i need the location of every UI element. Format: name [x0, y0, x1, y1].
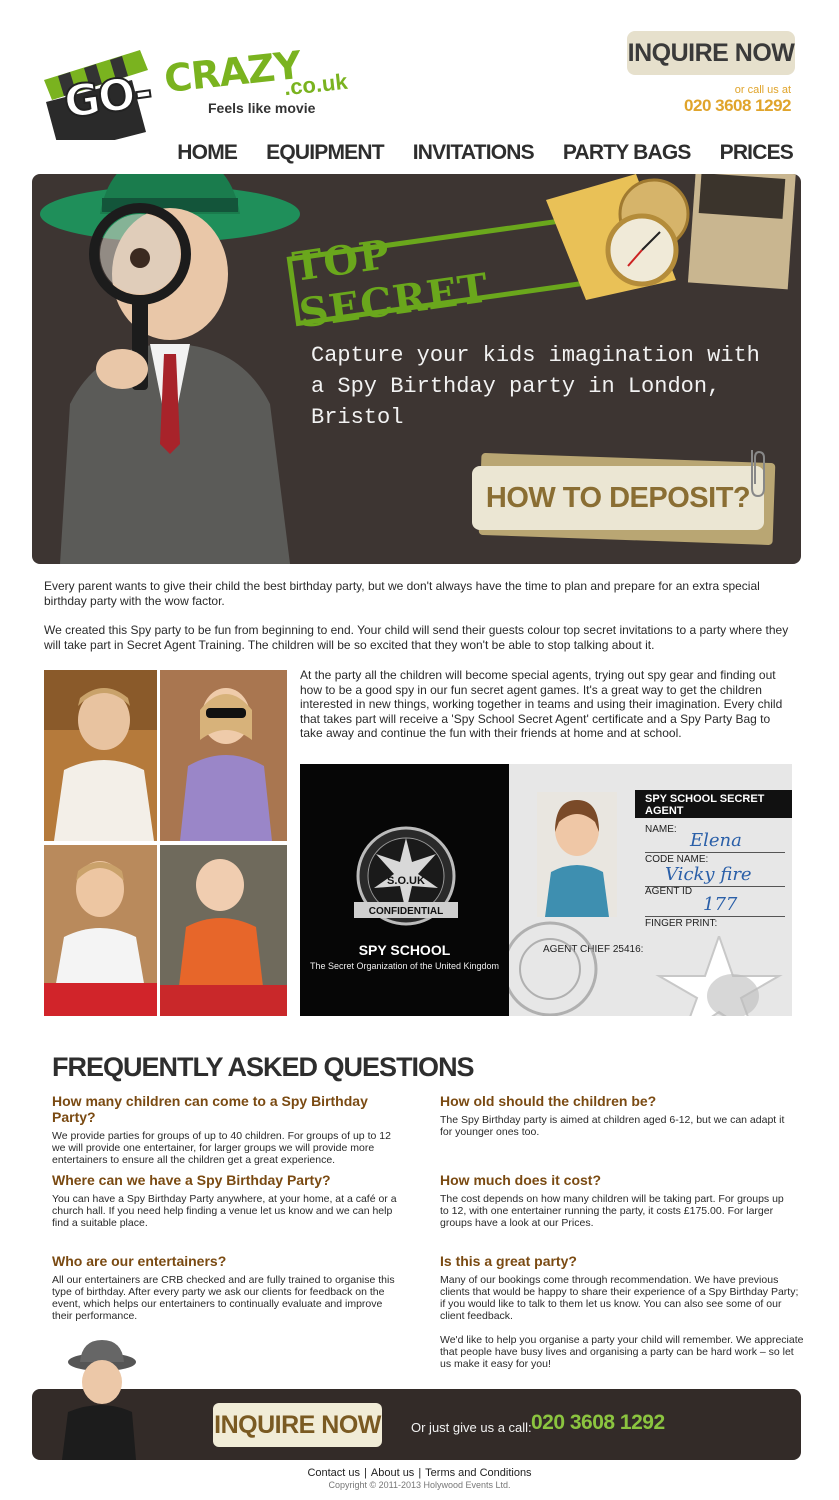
- call-us-block: [684, 84, 791, 116]
- faq-answer-extra: We'd like to help you organise a party your child will remember. We appreciate that people have busy lives and organising a party can be hard work – so let us make it easy for you!: [440, 1334, 804, 1370]
- agent-girl-photo: [537, 792, 617, 917]
- site-logo[interactable]: [36, 10, 349, 150]
- fingerprint-label: FINGER PRINT:: [645, 918, 718, 929]
- faq-item-entertainers: [52, 1253, 402, 1334]
- party-photo-4: [160, 845, 287, 1016]
- faq-item-how-old: [440, 1093, 790, 1150]
- round-stamp-icon: [509, 914, 605, 1016]
- faq-answer: Many of our bookings come through recommendation. We have previous clients that would be happy to share their experience of a Spy Birthday Party; if you would like to talk to them let us know. You can also see some of our client feedback.: [440, 1274, 799, 1322]
- nav-home[interactable]: HOME: [177, 141, 238, 164]
- hero-banner: [32, 174, 801, 564]
- copyright: Copyright © 2011-2013 Holywood Events Ltd.: [328, 1480, 511, 1490]
- footer-separator: |: [364, 1467, 367, 1479]
- boy-white-shirt-image: [44, 670, 157, 841]
- header-phone[interactable]: 020 3608 1292: [684, 96, 791, 115]
- main-nav: [177, 141, 793, 165]
- party-photo-2: [160, 670, 287, 841]
- name-label: NAME:: [645, 824, 677, 835]
- footer-phone[interactable]: 020 3608 1292: [531, 1411, 665, 1434]
- hero-headline: Capture your kids imagination with a Spy Birthday party in London, Bristol: [311, 343, 760, 430]
- faq-answer: All our entertainers are CRB checked and are fully trained to organise this type of birthday. After every party we ask our clients for feedback on the event, which helps our entertainers to continually evaluate and improve their performance.: [52, 1274, 395, 1322]
- nav-prices[interactable]: PRICES: [719, 141, 793, 164]
- agent-chief-label: AGENT CHIEF 25416:: [543, 944, 644, 955]
- souk-seal-icon: [354, 824, 458, 928]
- codename-label: CODE NAME:: [645, 854, 709, 865]
- seal-text: S.O.UK: [387, 875, 425, 887]
- field-manual-props: [546, 174, 796, 300]
- party-photo-3: [44, 845, 157, 1016]
- seal-ribbon-text: CONFIDENTIAL: [368, 906, 444, 917]
- faq-question: How much does it cost?: [440, 1172, 602, 1188]
- intro-paragraph-1: Every parent wants to give their child the best birthday party, but we don't always have the time to plan and prepare for an extra special birthday party with the wow factor.: [44, 579, 760, 608]
- footer-call-text: Or just give us a call:: [411, 1420, 532, 1435]
- certificate-org: The Secret Organization of the United Kingdom: [309, 961, 500, 971]
- footer-separator: |: [418, 1467, 422, 1479]
- faq-question: How old should the children be?: [440, 1093, 657, 1109]
- intro-paragraph-2: We created this Spy party to be fun from beginning to end. Your child will send their guests colour top secret invitations to a party where they will take part in Secret Agent Training. The children will be so excited that they won't be able to stop talking about it.: [44, 623, 789, 652]
- name-line: [645, 852, 785, 853]
- faq-answer: The Spy Birthday party is aimed at children aged 6-12, but we can adapt it for younger ones too.: [440, 1114, 785, 1138]
- faq-item-cost: [440, 1172, 790, 1241]
- nav-invitations[interactable]: INVITATIONS: [412, 141, 534, 164]
- faq-question: Who are our entertainers?: [52, 1253, 227, 1269]
- call-us-label: or call us at: [734, 84, 791, 96]
- faq-item-how-many: [52, 1093, 402, 1178]
- footer-link-about[interactable]: About us: [370, 1467, 415, 1479]
- certificate-school-title: SPY SCHOOL: [358, 942, 451, 958]
- logo-go-text: GO-: [60, 66, 154, 129]
- name-value: Elena: [690, 830, 742, 851]
- deposit-card: [472, 454, 774, 540]
- footer-inquire-now-button[interactable]: INQUIRE NOW: [213, 1403, 382, 1447]
- agent-id-label: AGENT ID: [645, 886, 693, 897]
- footer-link-terms[interactable]: Terms and Conditions: [425, 1467, 532, 1479]
- faq-answer: We provide parties for groups of up to 40 children. For groups of up to 12 we will provide one entertainer, for larger groups we will provide more entertainers to ensure all the children get a great experience.: [52, 1130, 391, 1166]
- certificate-cover: [300, 764, 509, 1016]
- party-description: At the party all the children will become special agents, trying out spy gear and finding out how to be a good spy in our fun secret agent games. It's a great way to get the children interested in new things, working together in teams and using their imagination. Every child that takes part will receive a 'Spy School Secret Agent' certificate and a Spy Party Bag to take away and continue the fun with their friends at home and at school.: [300, 668, 783, 740]
- party-photo-1: [44, 670, 157, 841]
- boy-table-image: [44, 845, 157, 1016]
- logo-crazy-text: CRAZY: [162, 42, 303, 102]
- nav-equipment[interactable]: EQUIPMENT: [266, 141, 384, 164]
- kid-in-hat-illustration: [58, 1340, 138, 1460]
- spy-certificate-image: [300, 764, 792, 1016]
- faq-title: FREQUENTLY ASKED QUESTIONS: [52, 1052, 474, 1082]
- faq-question: Is this a great party?: [440, 1253, 577, 1269]
- certificate-id-card: [509, 764, 792, 1016]
- spy-kid-illustration: [40, 174, 330, 564]
- codename-value: Vicky fire: [665, 864, 752, 885]
- site-header: [0, 0, 839, 175]
- faq-item-great-party: [440, 1253, 805, 1382]
- boy-orange-shirt-image: [160, 845, 287, 1016]
- star-watermark-icon: [649, 936, 789, 1016]
- faq-question: Where can we have a Spy Birthday Party?: [52, 1172, 331, 1188]
- intro-copy: [44, 579, 794, 667]
- faq-question: How many children can come to a Spy Birthday Party?: [52, 1093, 368, 1125]
- how-to-deposit-button[interactable]: HOW TO DEPOSIT?: [472, 466, 764, 530]
- logo-tagline: Feels like movie: [208, 100, 316, 116]
- faq-answer: You can have a Spy Birthday Party anywhere, at your home, at a café or a church hall. If you need help finding a venue let us know and we can help find a suitable place.: [52, 1193, 397, 1229]
- faq-item-where: [52, 1172, 402, 1241]
- agent-card-header: SPY SCHOOL SECRET AGENT: [635, 790, 792, 818]
- faq-answer: The cost depends on how many children will be taking part. For groups up to 12, with one entertainer running the party, it costs £175.00. For larger groups have a look at our Prices.: [440, 1193, 784, 1229]
- nav-party-bags[interactable]: PARTY BAGS: [562, 141, 691, 164]
- logo-domain-text: .co.uk: [282, 68, 349, 101]
- agent-id-line: [645, 916, 785, 917]
- footer-links: [0, 1467, 839, 1479]
- top-secret-stamp: TOP SECRET: [287, 216, 590, 327]
- agent-id-value: 177: [703, 894, 738, 915]
- inquire-now-button[interactable]: INQUIRE NOW: [627, 31, 795, 75]
- paperclip-icon: [744, 448, 768, 500]
- footer-link-contact[interactable]: Contact us: [307, 1467, 361, 1479]
- girl-sunglasses-image: [160, 670, 287, 841]
